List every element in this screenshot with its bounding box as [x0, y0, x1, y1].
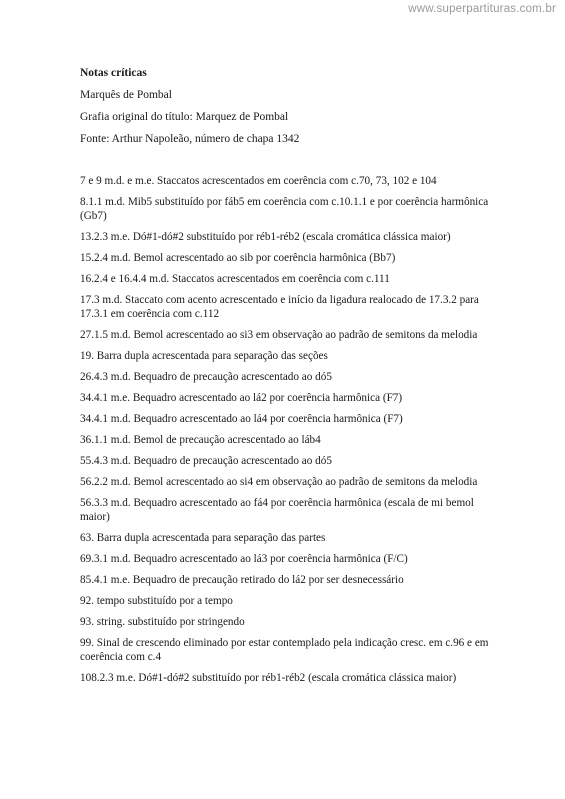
list-item: 34.4.1 m.d. Bequadro acrescentado ao lá4 por coerência harmônica (F7) [80, 413, 403, 425]
list-item: 7 e 9 m.d. e m.e. Staccatos acrescentados em coerência com c.70, 73, 102 e 104 [80, 175, 437, 187]
list-item: 93. string. substituído por stringendo [80, 616, 245, 628]
list-item: 85.4.1 m.e. Bequadro de precaução retirado do lá2 por ser desnecessário [80, 574, 404, 586]
original-spelling: Grafia original do título: Marquez de Pombal [80, 111, 289, 123]
list-item: 56.3.3 m.d. Bequadro acrescentado ao fá4 por coerência harmônica (escala de mi bemol maior) [80, 497, 474, 523]
piece-title: Marquês de Pombal [80, 89, 172, 101]
source-info: Fonte: Arthur Napoleão, número de chapa 1342 [80, 133, 300, 145]
list-item: 26.4.3 m.d. Bequadro de precaução acrescentado ao dó5 [80, 371, 332, 383]
list-item: 108.2.3 m.e. Dó#1-dó#2 substituído por réb1-réb2 (escala cromática clássica maior) [80, 672, 457, 684]
list-item: 69.3.1 m.d. Bequadro acrescentado ao lá3 por coerência harmônica (F/C) [80, 553, 408, 565]
list-item: 15.2.4 m.d. Bemol acrescentado ao sib por coerência harmônica (Bb7) [80, 252, 396, 264]
document-body [80, 66, 500, 692]
page-title: Notas críticas [80, 67, 147, 79]
list-item: 13.2.3 m.e. Dó#1-dó#2 substituído por réb1-réb2 (escala cromática clássica maior) [80, 231, 451, 243]
list-item: 63. Barra dupla acrescentada para separação das partes [80, 532, 326, 544]
list-item: 19. Barra dupla acrescentada para separação das seções [80, 350, 328, 362]
list-item: 36.1.1 m.d. Bemol de precaução acrescentado ao láb4 [80, 434, 321, 446]
critical-notes-list [80, 174, 500, 685]
watermark: www.superpartituras.com.br [408, 3, 556, 15]
list-item: 56.2.2 m.d. Bemol acrescentado ao si4 em observação ao padrão de semitons da melodia [80, 476, 478, 488]
list-item: 16.2.4 e 16.4.4 m.d. Staccatos acrescentados em coerência com c.111 [80, 273, 390, 285]
list-item: 17.3 m.d. Staccato com acento acrescentado e início da ligadura realocado de 17.3.2 para 17.3.1 em coerência com c.112 [80, 294, 479, 320]
list-item: 8.1.1 m.d. Mib5 substituído por fáb5 em coerência com c.10.1.1 e por coerência harmônica (Gb7) [80, 196, 489, 222]
list-item: 27.1.5 m.d. Bemol acrescentado ao si3 em observação ao padrão de semitons da melodia [80, 329, 478, 341]
list-item: 34.4.1 m.e. Bequadro acrescentado ao lá2 por coerência harmônica (F7) [80, 392, 403, 404]
list-item: 92. tempo substituído por a tempo [80, 595, 233, 607]
list-item: 99. Sinal de crescendo eliminado por estar contemplado pela indicação cresc. em c.96 e em coerência com c.4 [80, 637, 489, 663]
list-item: 55.4.3 m.d. Bequadro de precaução acrescentado ao dó5 [80, 455, 332, 467]
